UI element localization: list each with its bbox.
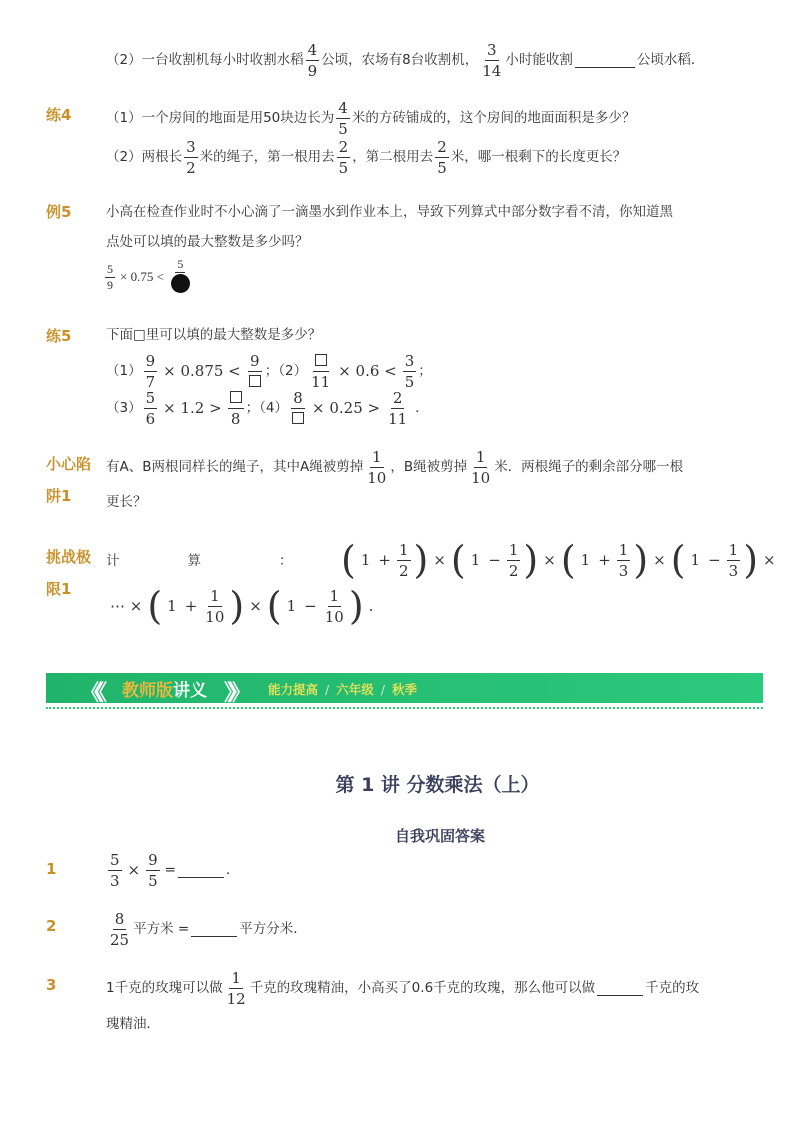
fraction-with-box: 8: [228, 389, 244, 428]
lian4-line-1: （1）一个房间的地面是用50块边长为 $\frac{4}{5}$ 米的方砖铺成的，这个房间的地面面积是多少？: [106, 98, 636, 138]
dotted-divider: [46, 707, 763, 709]
double-chevron-left-icon: 《《: [80, 681, 102, 706]
lecture-title: 第 1 讲 分数乘法（上）: [335, 774, 540, 796]
label-trap-1b: 阱1: [46, 487, 72, 505]
answer-3-line-2: 瑰精油．: [106, 1016, 160, 1032]
fraction: $\frac{5}{6}$: [145, 388, 156, 428]
lian5-row-1: （1） $\frac{9}{7}$ × 0.875 < 9 ；（2） 11 × 0.6 < $\frac{3}{5}$ ；: [106, 351, 432, 391]
lecture-subtitle: 自我巩固答案: [394, 827, 485, 845]
label-challenge-1a: 挑战极: [46, 548, 92, 566]
question-2-harvester: （2）一台收割机每小时收割水稻 $\frac{4}{9}$ 公顷，农场有8台收割机， $\frac{3}{14}$ 小时能收割 公顷水稻．: [106, 40, 705, 80]
answer-number-1: 1: [46, 860, 57, 878]
label-lian4: 练4: [46, 106, 72, 124]
blank-box: [292, 412, 304, 424]
li5-line-1: 小高在检查作业时不小心滴了一滴墨水到作业本上，导致下列算式中部分数字看不清，你知道黑: [106, 204, 673, 220]
fraction: $\frac{4}{9}$: [307, 40, 318, 80]
challenge-words: 计 算 ：: [106, 553, 293, 569]
trap-line-1: 有A、B两根同样长的绳子，其中A绳被剪掉 $\frac{1}{10}$ ，B绳被剪掉 $\frac{1}{10}$ 米．两根绳子的剩余部分哪一根: [106, 447, 684, 487]
fraction-with-box: 9: [247, 352, 263, 391]
double-chevron-right-icon: 》》: [224, 681, 246, 706]
banner-title: 教师版讲义: [122, 681, 207, 701]
li5-expression: $\frac{5}{9}$ × 0.75 < 5: [103, 256, 194, 298]
fraction: $\frac{9}{7}$: [145, 351, 156, 391]
label-li5: 例5: [46, 203, 72, 221]
challenge-expression-line-1: ( 1 + $\frac{1}{2}$ ) × ( 1 − $\frac{1}{2}$ ) × ( 1 + $\frac{1}{3}$ ) × ( 1 − $\frac{1}{3}$ ) ×: [341, 538, 776, 582]
lian5-intro: 下面□里可以填的最大整数是多少？: [106, 327, 322, 343]
trap-line-2: 更长？: [106, 494, 147, 510]
ink-blot-icon: [171, 274, 190, 293]
fraction: $\frac{3}{5}$: [404, 351, 415, 391]
fraction: $\frac{3}{14}$: [482, 40, 502, 80]
answer-blank: [597, 981, 643, 996]
fraction: $\frac{2}{5}$: [338, 137, 349, 177]
challenge-expression-line-2: ⋯ × ( 1 + $\frac{1}{10}$ ) × ( 1 − $\frac{1}{10}$ ) .: [110, 584, 374, 628]
fraction: $\frac{5}{9}$: [107, 261, 113, 292]
answer-blank: [191, 922, 237, 937]
fraction: $\frac{1}{10}$: [471, 447, 491, 487]
fraction-with-ink-blot: 5: [169, 258, 192, 296]
li5-line-2: 点处可以填的最大整数是多少吗？: [106, 234, 309, 250]
fraction: $\frac{4}{5}$: [338, 98, 348, 138]
blank-box: [315, 354, 327, 366]
label-trap-1a: 小心陷: [46, 455, 92, 473]
answer-blank: [575, 53, 635, 68]
fraction: $\frac{1}{10}$: [367, 447, 387, 487]
lian5-row-2: （3） $\frac{5}{6}$ × 1.2 > 8 ；（4） 8 × 0.25 > $\frac{2}{11}$ ．: [106, 388, 429, 428]
banner-breadcrumb: 能力提高 / 六年级 / 秋季: [268, 682, 417, 697]
label-lian5: 练5: [46, 327, 72, 345]
fraction: $\frac{2}{5}$: [437, 137, 447, 177]
answer-3-line-1: 1千克的玫瑰可以做 $\frac{1}{12}$ 千克的玫瑰精油，小高买了0.6千克的玫瑰，那么他可以做 千克的玫: [106, 968, 700, 1008]
answer-2: $\frac{8}{25}$ 平方米 = 平方分米．: [110, 909, 307, 949]
lian4-line-2: （2）两根长 $\frac{3}{2}$ 米的绳子，第一根用去 $\frac{2}{5}$ ，第二根用去 $\frac{2}{5}$ 米，哪一根剩下的长度更长？: [106, 137, 627, 177]
blank-box: [249, 375, 261, 387]
fraction: $\frac{3}{2}$: [186, 137, 196, 177]
fraction-with-box: 8: [290, 389, 306, 428]
answer-1: $\frac{5}{3}$ × $\frac{9}{5}$ = ．: [110, 850, 240, 890]
answer-number-3: 3: [46, 976, 57, 994]
answer-number-2: 2: [46, 917, 57, 935]
fraction-with-box: 11: [309, 352, 332, 391]
section-banner: [46, 673, 763, 706]
label-challenge-1b: 限1: [46, 580, 72, 598]
answer-blank: [178, 863, 224, 878]
blank-box: [230, 391, 242, 403]
fraction: $\frac{2}{11}$: [388, 388, 408, 428]
